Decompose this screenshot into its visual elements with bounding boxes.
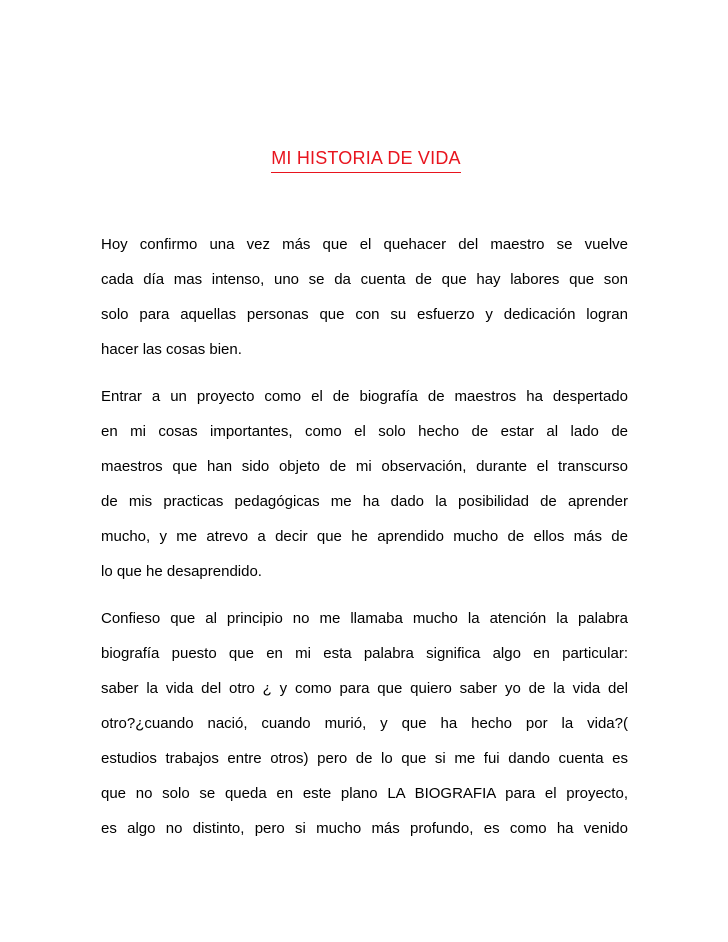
title-container	[0, 148, 728, 173]
paragraph-2	[101, 379, 628, 589]
text-line: biografía puesto que en mi esta palabra significa algo en particular:	[101, 645, 628, 662]
text-line: lo que he desaprendido.	[101, 563, 262, 580]
text-line: Hoy confirmo una vez más que el quehacer del maestro se vuelve	[101, 236, 628, 253]
text-line: estudios trabajos entre otros) pero de lo que si me fui dando cuenta es	[101, 750, 628, 767]
text-line: en mi cosas importantes, como el solo hecho de estar al lado de	[101, 423, 628, 440]
text-line: maestros que han sido objeto de mi observación, durante el transcurso	[101, 458, 628, 475]
text-line: que no solo se queda en este plano LA BIOGRAFIA para el proyecto,	[101, 785, 628, 802]
text-line: de mis practicas pedagógicas me ha dado la posibilidad de aprender	[101, 493, 628, 510]
text-line: es algo no distinto, pero si mucho más profundo, es como ha venido	[101, 820, 628, 837]
text-line: Confieso que al principio no me llamaba mucho la atención la palabra	[101, 610, 628, 627]
paragraph-3	[101, 601, 628, 846]
text-line: otro?¿cuando nació, cuando murió, y que ha hecho por la vida?(	[101, 715, 628, 732]
paragraph-1	[101, 227, 628, 367]
text-line: mucho, y me atrevo a decir que he aprendido mucho de ellos más de	[101, 528, 628, 545]
text-line: solo para aquellas personas que con su esfuerzo y dedicación logran	[101, 306, 628, 323]
text-line: Entrar a un proyecto como el de biografía de maestros ha despertado	[101, 388, 628, 405]
document-title: MI HISTORIA DE VIDA	[271, 148, 461, 173]
document-body	[101, 227, 628, 858]
text-line: cada día mas intenso, uno se da cuenta de que hay labores que son	[101, 271, 628, 288]
text-line: saber la vida del otro ¿ y como para que quiero saber yo de la vida del	[101, 680, 628, 697]
text-line: hacer las cosas bien.	[101, 341, 242, 358]
